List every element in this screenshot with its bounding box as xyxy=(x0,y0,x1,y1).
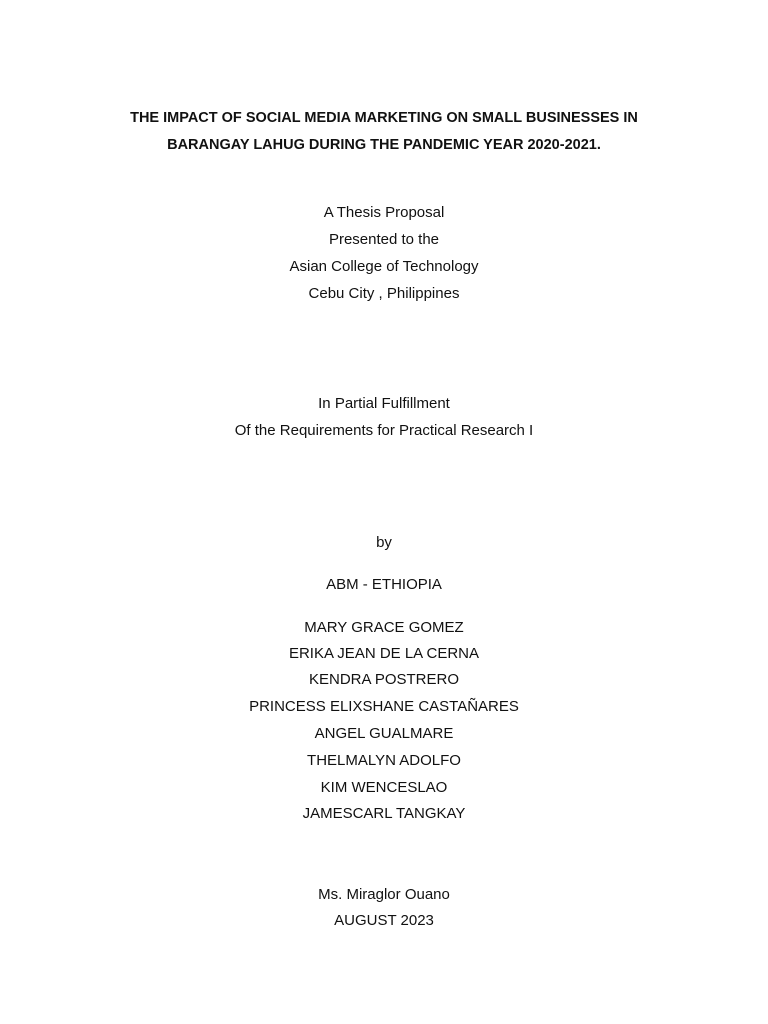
title-line-1: THE IMPACT OF SOCIAL MEDIA MARKETING ON SMALL BUSINESSES IN xyxy=(130,110,638,126)
fulfillment-line-2: Of the Requirements for Practical Research I xyxy=(234,422,534,439)
author-name: KENDRA POSTRERO xyxy=(308,671,460,688)
presented-to: Presented to the xyxy=(328,231,440,248)
title-line-2: BARANGAY LAHUG DURING THE PANDEMIC YEAR 2020-2021. xyxy=(167,137,601,153)
author-name: ANGEL GUALMARE xyxy=(314,725,454,742)
author-name: PRINCESS ELIXSHANE CASTAÑARES xyxy=(249,698,519,715)
institution-location: Cebu City , Philippines xyxy=(308,285,460,302)
author-name: MARY GRACE GOMEZ xyxy=(304,619,464,636)
fulfillment-line-1: In Partial Fulfillment xyxy=(318,395,450,412)
author-name: KIM WENCESLAO xyxy=(320,779,448,796)
by-label: by xyxy=(376,534,392,551)
author-name: THELMALYN ADOLFO xyxy=(307,752,461,769)
proposal-type: A Thesis Proposal xyxy=(323,204,445,221)
date: AUGUST 2023 xyxy=(334,912,434,929)
institution-name: Asian College of Technology xyxy=(289,258,479,275)
group-name: ABM - ETHIOPIA xyxy=(326,576,442,593)
author-name: ERIKA JEAN DE LA CERNA xyxy=(288,645,480,662)
adviser-name: Ms. Miraglor Ouano xyxy=(318,886,450,903)
author-name: JAMESCARL TANGKAY xyxy=(302,805,466,822)
